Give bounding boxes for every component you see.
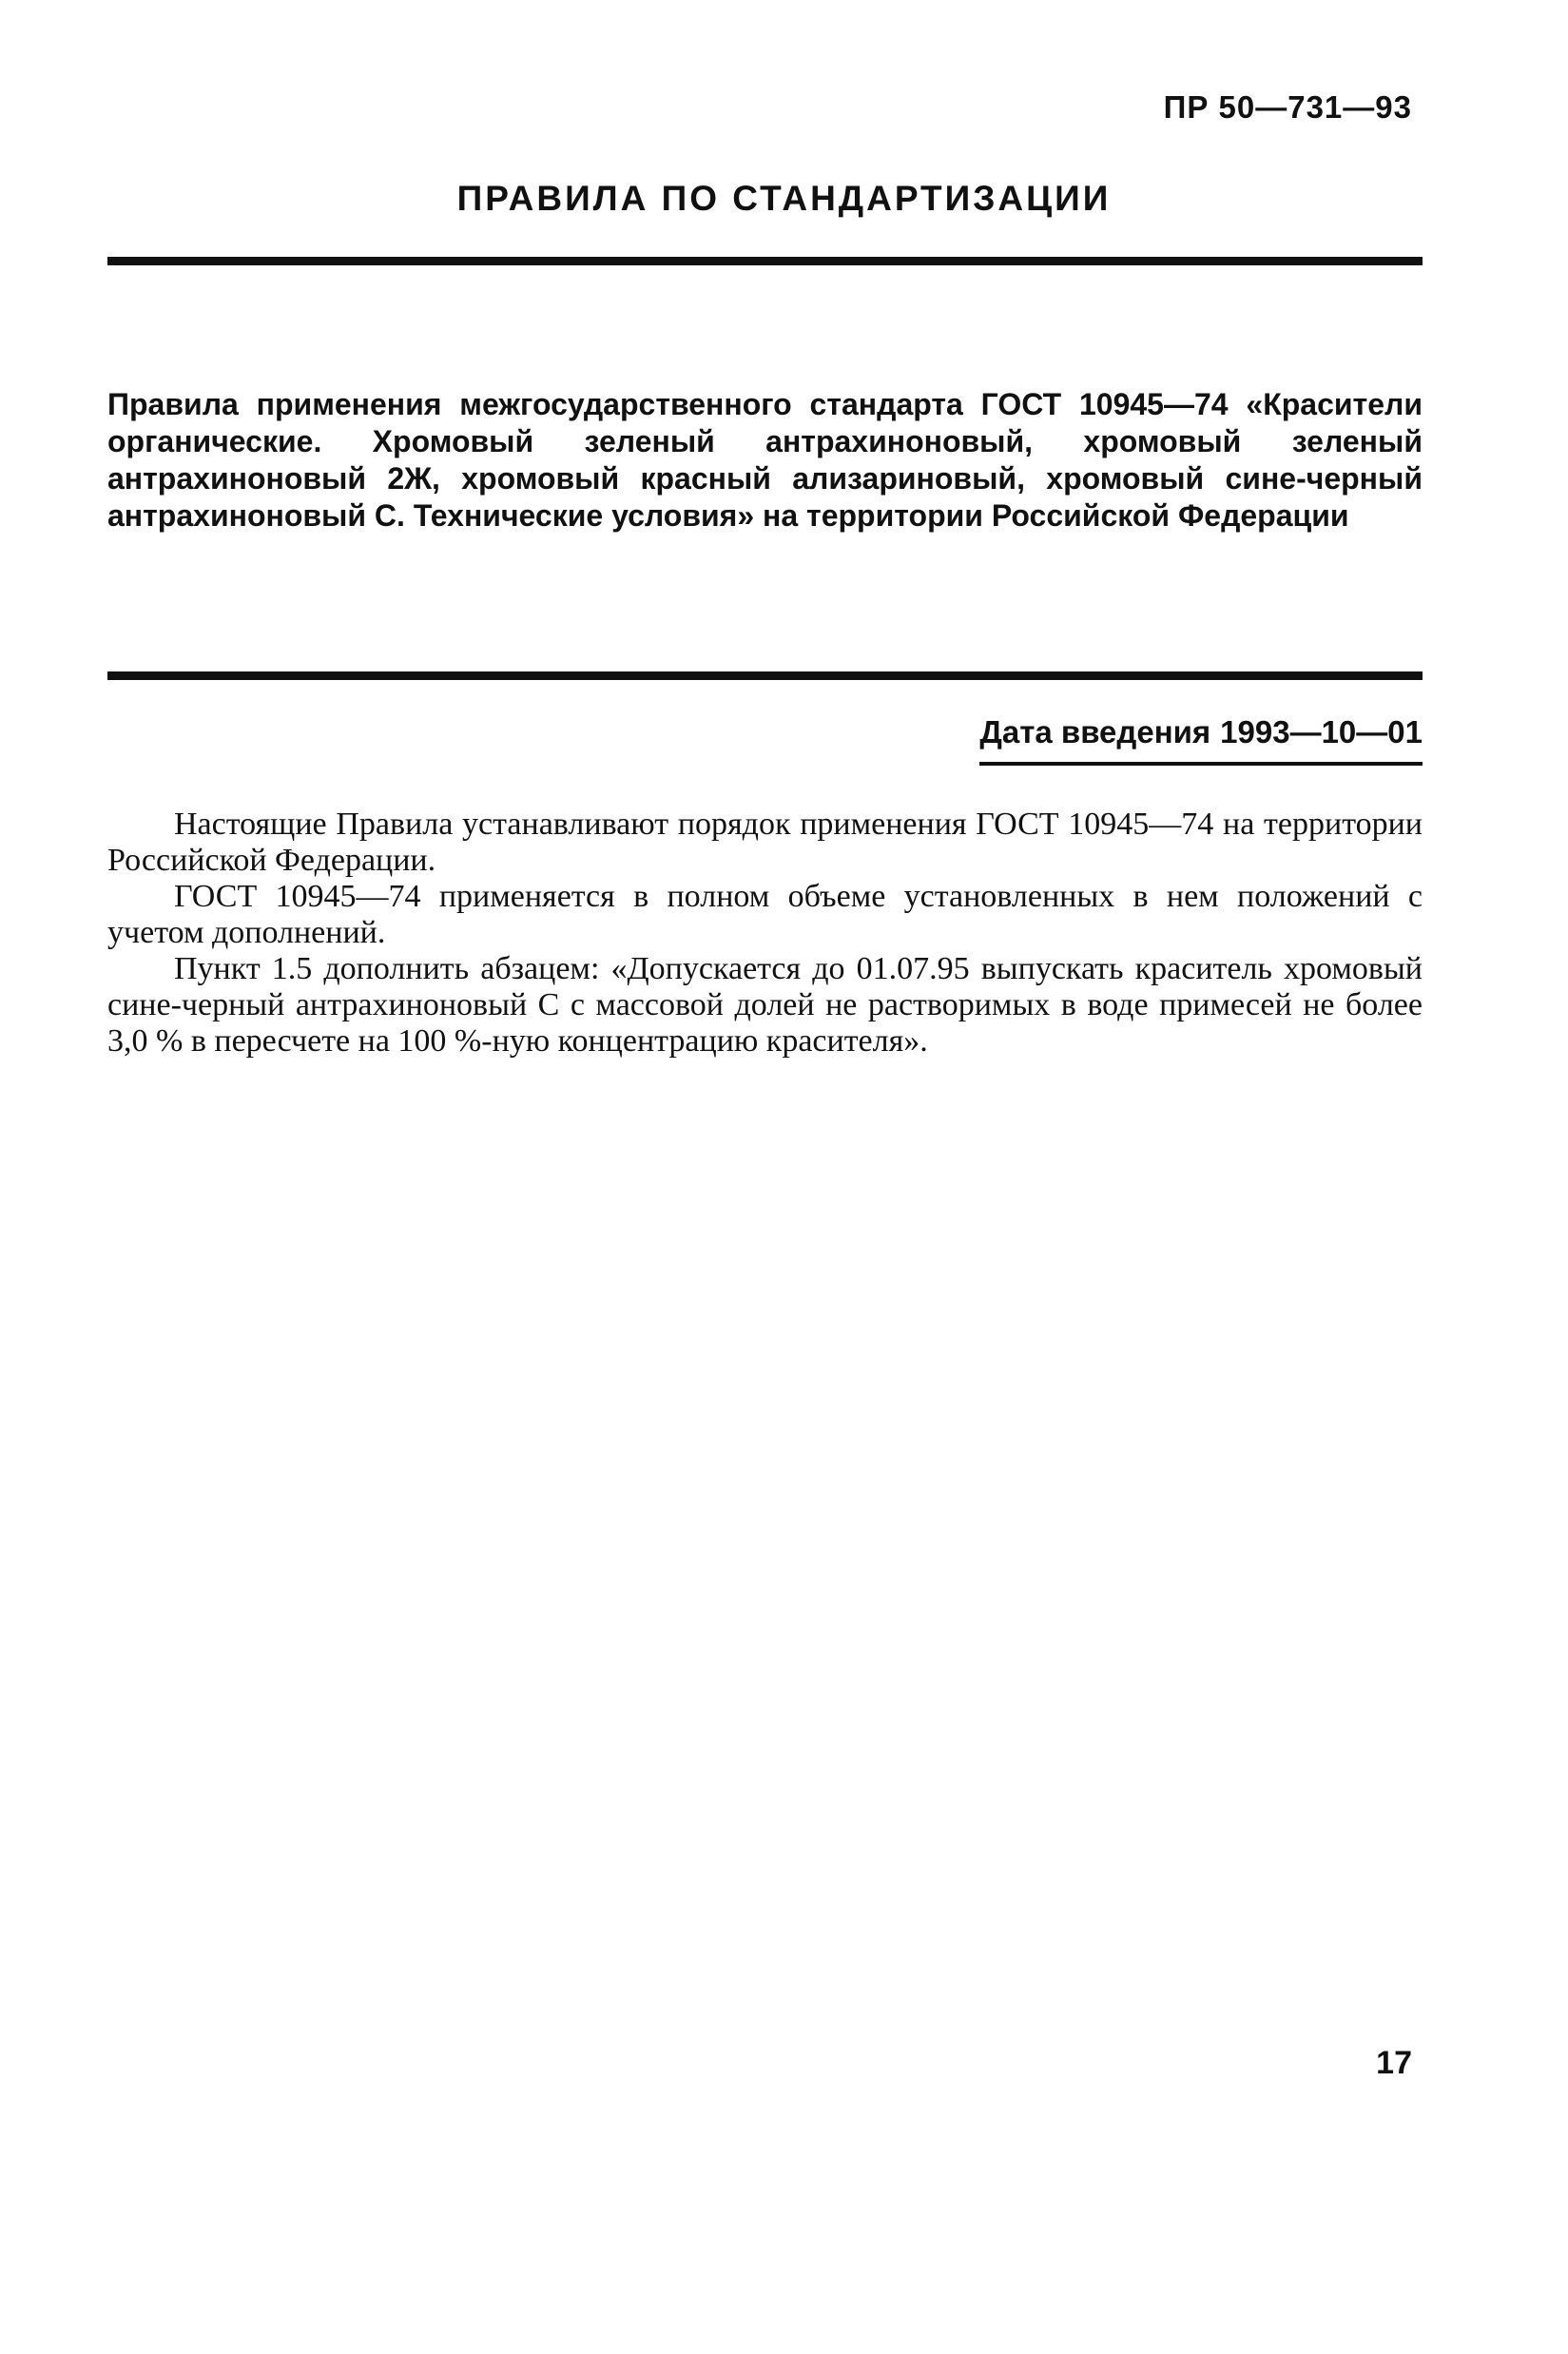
introduction-date-label: Дата введения xyxy=(979,714,1211,749)
body-text xyxy=(107,807,1423,1060)
document-code: ПР 50—731—93 xyxy=(1163,89,1412,125)
introduction-date-value: 1993—10—01 xyxy=(1220,714,1423,749)
paragraph: Пункт 1.5 дополнить абзацем: «Допускается до 01.07.95 выпускать краситель хромовый сине-черный антрахиноновый С с массовой долей не растворимых в воде примесей не более 3,0 % в пересчете на 100 %-ную концентрацию красителя». xyxy=(107,951,1423,1059)
paragraph: Настоящие Правила устанавливают порядок применения ГОСТ 10945—74 на территории Российской Федерации. xyxy=(107,807,1423,878)
page-number: 17 xyxy=(1376,2045,1412,2081)
rules-header: ПРАВИЛА ПО СТАНДАРТИЗАЦИИ xyxy=(456,179,1112,218)
document-title: Правила применения межгосударственного стандарта ГОСТ 10945—74 «Красители органические. Хромовый зеленый антрахиноновый, хромовый зеленый антрахиноновый 2Ж, хромовый красный ализариновый, хромовый сине-черный антрахиноновый С. Технические условия» на территории Российской Федерации xyxy=(107,387,1423,533)
bottom-divider xyxy=(107,671,1423,680)
introduction-date xyxy=(979,714,1423,766)
top-divider xyxy=(107,257,1423,265)
paragraph: ГОСТ 10945—74 применяется в полном объеме установленных в нем положений с учетом дополнений. xyxy=(107,879,1423,950)
